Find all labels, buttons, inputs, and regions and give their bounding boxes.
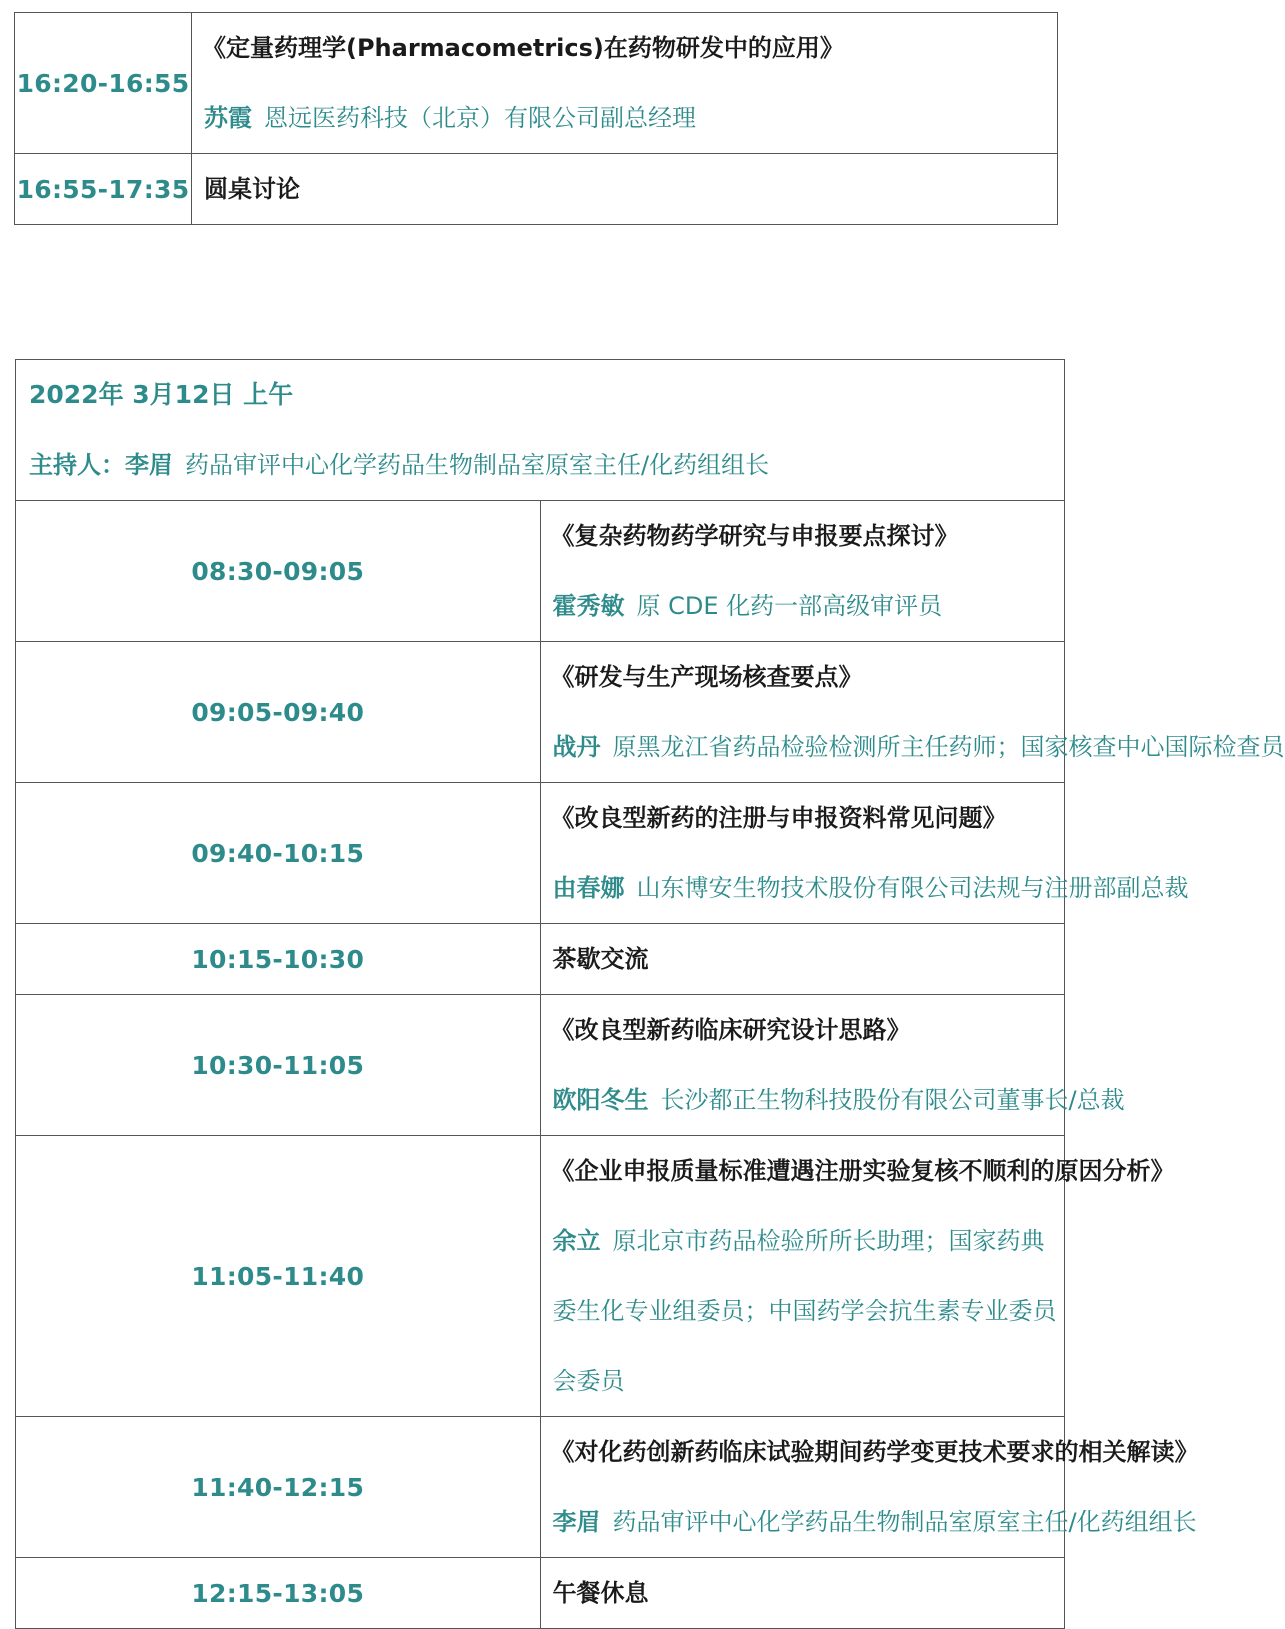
activity-label: 茶歇交流 [552, 945, 649, 973]
speaker-affiliation: 原 CDE 化药一部高级审评员 [636, 592, 943, 620]
speaker-affiliation: 长沙都正生物科技股份有限公司董事长/总裁 [660, 1086, 1125, 1114]
speaker-affiliation: 恩远医药科技（北京）有限公司副总经理 [264, 104, 696, 132]
talk-title: 《改良型新药的注册与申报资料常见问题》 [550, 804, 1007, 832]
speaker-line [552, 853, 1189, 923]
session-cell [540, 1558, 1065, 1629]
time-slot: 10:30-11:05 [16, 995, 541, 1136]
session-cell [540, 1417, 1199, 1558]
speaker-line [552, 1065, 1125, 1135]
speaker-name: 余立 [552, 1227, 601, 1255]
session-cell [540, 642, 1285, 783]
speaker-line [552, 1487, 1197, 1557]
schedule-row [16, 1417, 1065, 1558]
schedule-row [16, 1558, 1065, 1629]
speaker-affiliation: 药品审评中心化学药品生物制品室原室主任/化药组组长 [612, 1508, 1197, 1536]
schedule-row [16, 783, 1065, 924]
talk-title: 《研发与生产现场核查要点》 [550, 663, 863, 691]
talk-title: 《定量药理学(Pharmacometrics)在药物研发中的应用》 [202, 34, 844, 62]
speaker-name: 霍秀敏 [552, 592, 625, 620]
time-slot: 10:15-10:30 [16, 924, 541, 995]
session-cell [540, 1136, 1175, 1417]
speaker-affiliation: 山东博安生物技术股份有限公司法规与注册部副总裁 [636, 874, 1189, 902]
session-cell [540, 995, 1125, 1136]
speaker-name: 欧阳冬生 [552, 1086, 649, 1114]
speaker-line [204, 83, 1051, 153]
schedule-row [16, 1136, 1065, 1417]
talk-title: 《企业申报质量标准遭遇注册实验复核不顺利的原因分析》 [550, 1157, 1175, 1185]
time-slot: 16:20-16:55 [15, 13, 192, 154]
speaker-line [552, 712, 1285, 782]
time-slot: 16:55-17:35 [15, 154, 192, 225]
session-cell [192, 13, 1058, 154]
talk-title: 《对化药创新药临床试验期间药学变更技术要求的相关解读》 [550, 1438, 1199, 1466]
speaker-line [553, 571, 1059, 641]
schedule-row [16, 501, 1065, 642]
speaker-name: 由春娜 [552, 874, 625, 902]
session-cell [192, 154, 1058, 225]
schedule-row [16, 924, 1065, 995]
time-slot: 11:40-12:15 [16, 1417, 541, 1558]
schedule-row [15, 154, 1058, 225]
speaker-affiliation: 原黑龙江省药品检验检测所主任药师；国家核查中心国际检查员 [612, 733, 1285, 761]
host-name: 主持人：李眉 [29, 451, 173, 479]
time-slot: 08:30-09:05 [16, 501, 541, 642]
session-cell [540, 783, 1189, 924]
host-affiliation: 药品审评中心化学药品生物制品室原室主任/化药组组长 [185, 451, 770, 479]
speaker-name: 战丹 [552, 733, 601, 761]
host-line [29, 430, 1064, 500]
time-slot: 12:15-13:05 [16, 1558, 541, 1629]
time-slot: 11:05-11:40 [16, 1136, 541, 1417]
session-date: 2022年 3月12日 上午 [29, 380, 294, 409]
time-slot: 09:40-10:15 [16, 783, 541, 924]
session-cell [540, 924, 1065, 995]
schedule-table-previous [14, 12, 1058, 225]
talk-title: 《复杂药物药学研究与申报要点探讨》 [550, 522, 959, 550]
session-header-row [16, 360, 1065, 501]
schedule-row [15, 13, 1058, 154]
speaker-name: 苏霞 [204, 104, 252, 132]
speaker-affiliation: 原北京市药品检验所所长助理；国家药典委生化专业组委员；中国药学会抗生素专业委员会委员 [552, 1227, 1057, 1395]
activity-label: 午餐休息 [552, 1579, 649, 1607]
speaker-name: 李眉 [552, 1508, 601, 1536]
schedule-row [16, 642, 1065, 783]
talk-title: 《改良型新药临床研究设计思路》 [550, 1016, 911, 1044]
time-slot: 09:05-09:40 [16, 642, 541, 783]
speaker-line [553, 1206, 1059, 1416]
schedule-row [16, 995, 1065, 1136]
activity-label: 圆桌讨论 [204, 175, 300, 203]
session-header [16, 360, 1065, 501]
schedule-table-morning [15, 359, 1285, 1629]
session-cell [540, 501, 1065, 642]
